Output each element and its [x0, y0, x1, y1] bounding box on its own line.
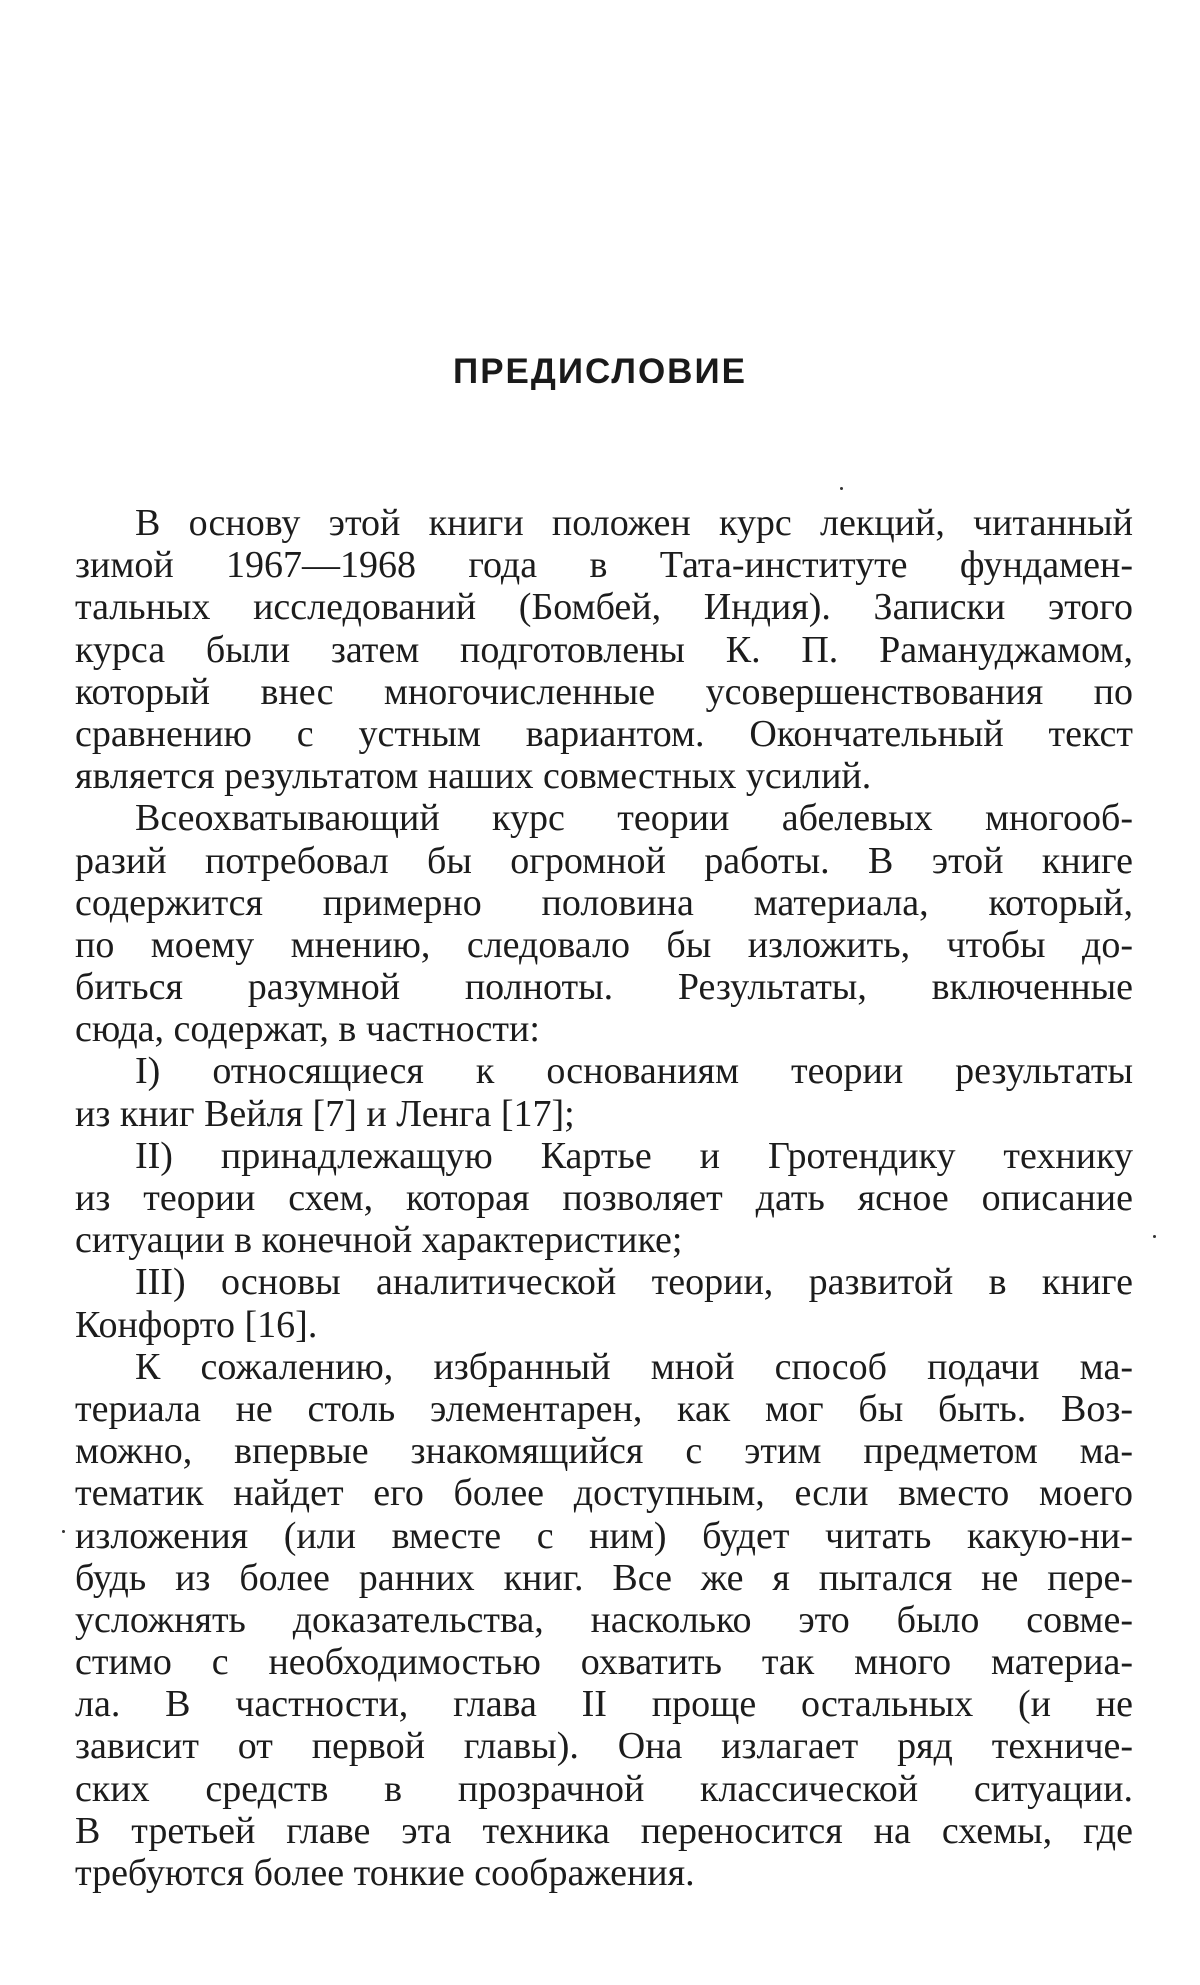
text-line: сюда, содержат, в частности: [75, 1008, 540, 1051]
text-line: усложнять доказательства, насколько это было совме- [75, 1598, 1133, 1641]
text-line: В основу этой книги положен курс лекций, читанный [135, 502, 1133, 544]
text-line: из книг Вейля [7] и Ленга [17]; [75, 1092, 575, 1135]
text-line: можно, впервые знакомящийся с этим предметом ма- [75, 1430, 1133, 1473]
text-line: I) относящиеся к основаниям теории результаты [135, 1050, 1133, 1093]
text-line: из теории схем, которая позволяет дать ясное описание [75, 1177, 1133, 1219]
text-line: тальных исследований (Бомбей, Индия). Записки этого [75, 586, 1133, 629]
text-line: разий потребовал бы огромной работы. В этой книге [75, 839, 1133, 882]
text-line: изложения (или вместе с ним) будет читать какую-ни- [75, 1514, 1133, 1557]
text-line: К сожалению, избранный мной способ подачи ма- [135, 1345, 1133, 1388]
text-line: является результатом наших совместных усилий. [75, 755, 872, 798]
text-line: ситуации в конечной характеристике; [75, 1219, 683, 1262]
text-line: курса были затем подготовлены К. П. Рамануджамом, [75, 628, 1133, 671]
text-line: который внес многочисленные усовершенствования по [75, 670, 1133, 713]
text-line: сравнению с устным вариантом. Окончательный текст [75, 712, 1133, 755]
text-line: стимо с необходимостью охватить так много материа- [75, 1641, 1133, 1684]
print-speck [1153, 1235, 1156, 1238]
text-line: III) основы аналитической теории, развитой в книге [135, 1261, 1133, 1304]
page-title: ПРЕДИСЛОВИЕ [453, 352, 747, 391]
print-speck [62, 1530, 65, 1533]
text-line: II) принадлежащую Картье и Гротендику технику [135, 1134, 1133, 1177]
text-line: ских средств в прозрачной классической ситуации. [75, 1767, 1133, 1810]
text-line: тематик найдет его более доступным, если вместо моего [75, 1472, 1133, 1515]
text-line: биться разумной полноты. Результаты, включенные [75, 966, 1133, 1009]
print-speck [840, 487, 843, 490]
text-line: будь из более ранних книг. Все же я пытался не пере- [75, 1556, 1133, 1599]
preface-body [75, 502, 1133, 1894]
text-line: требуются более тонкие соображения. [75, 1852, 695, 1894]
text-line: зимой 1967—1968 года в Тата-институте фундамен- [75, 544, 1133, 587]
text-line: В третьей главе эта техника переносится на схемы, где [75, 1809, 1133, 1852]
text-line: териала не столь элементарен, как мог бы быть. Воз- [75, 1387, 1133, 1430]
text-line: Конфорто [16]. [75, 1303, 318, 1346]
text-line: зависит от первой главы). Она излагает ряд техниче- [75, 1725, 1133, 1768]
text-line: по моему мнению, следовало бы изложить, чтобы до- [75, 923, 1133, 966]
text-line: Всеохватывающий курс теории абелевых многооб- [135, 797, 1133, 840]
text-line: ла. В частности, глава II проще остальных (и не [75, 1683, 1133, 1726]
text-line: содержится примерно половина материала, который, [75, 881, 1133, 924]
